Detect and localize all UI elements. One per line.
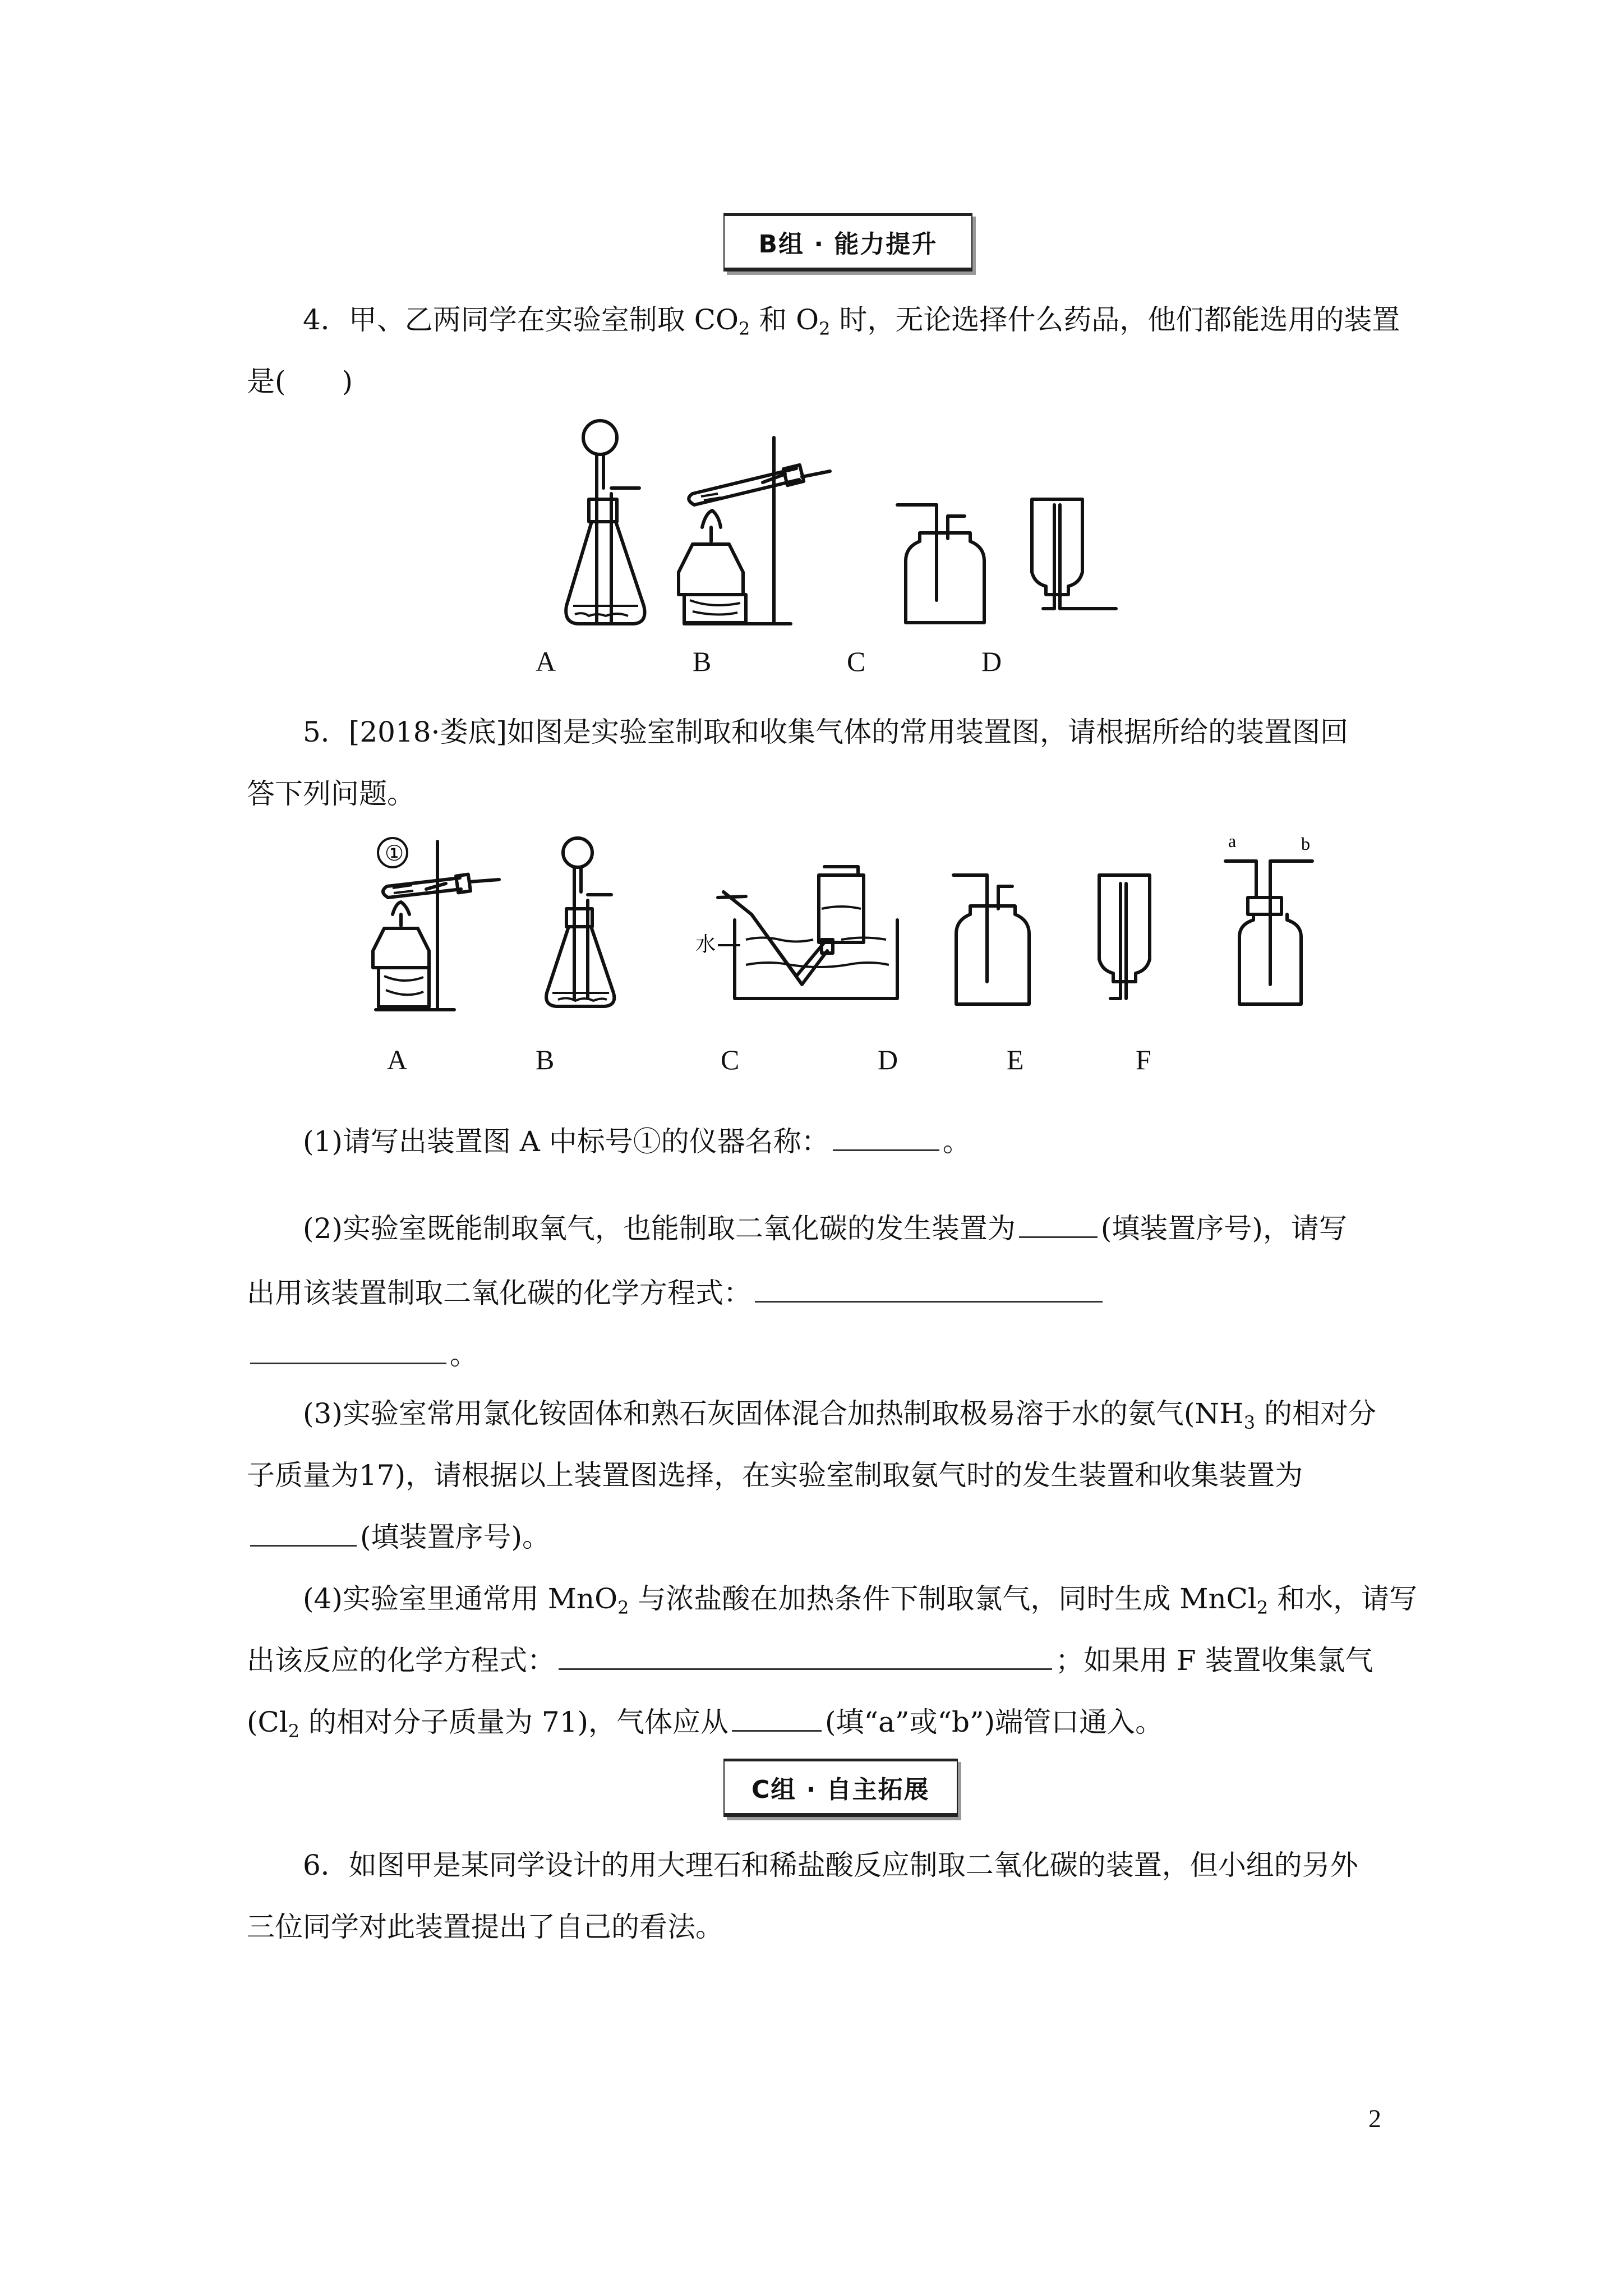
q4-apparatus-c xyxy=(897,505,984,623)
q5-part4-line1: (4)实验室里通常用 MnO$_2$ 与浓盐酸在加热条件下制取氯气，同时生成 MnCl$_2$ 和水，请写 xyxy=(303,1582,1418,1618)
answer-blank-4a[interactable] xyxy=(559,1642,1052,1670)
q5-water-label: 水 xyxy=(695,933,716,956)
section-c-header xyxy=(723,1759,958,1817)
q4-label-b: B xyxy=(693,646,712,677)
q4-apparatus-b xyxy=(679,438,830,624)
q5-label-c: C xyxy=(721,1044,740,1075)
answer-blank-2b[interactable] xyxy=(755,1275,1103,1303)
q5-apparatus-a xyxy=(373,838,499,1010)
section-b-title: B组 · 能力提升 xyxy=(758,230,938,259)
q4-label-c: C xyxy=(847,646,866,677)
q5-apparatus-b xyxy=(546,838,614,1006)
q5-part2-line2: 出用该装置制取二氧化碳的化学方程式： xyxy=(247,1271,1106,1311)
answer-blank-2c[interactable] xyxy=(250,1337,446,1364)
q5-apparatus-d xyxy=(953,875,1029,1004)
q5-apparatus-f xyxy=(1225,831,1312,1004)
q5-apparatus-figure xyxy=(359,830,1324,1021)
q5-intro-line2: 答下列问题。 xyxy=(247,777,415,810)
q5-part2-line3: 。 xyxy=(247,1332,478,1373)
section-c-title: C组 · 自主拓展 xyxy=(751,1775,930,1804)
q5-apparatus-e xyxy=(1099,875,1150,999)
q5-port-b: b xyxy=(1301,834,1310,854)
q5-label-b: B xyxy=(536,1044,555,1075)
page-number: 2 xyxy=(1368,2104,1381,2133)
q4-apparatus-figure xyxy=(550,415,1144,651)
q5-part3-line1: (3)实验室常用氯化铵固体和熟石灰固体混合加热制取极易溶于水的氨气($NH_3$ 的相对分 xyxy=(303,1397,1376,1433)
q5-marker-1: ① xyxy=(385,841,404,866)
q5-part3-line3: (填装置序号)。 xyxy=(247,1515,550,1555)
q5-label-d: D xyxy=(878,1044,898,1075)
q5-port-a: a xyxy=(1228,831,1237,851)
q5-part1: (1)请写出装置图 A 中标号①的仪器名称： 。 xyxy=(303,1119,971,1159)
q4-line1: 4．甲、乙两同学在实验室制取 $CO_2$ 和 $O_2$ 时，无论选择什么药品，他们都能选用的装置 xyxy=(303,303,1400,339)
q5-label-e: E xyxy=(1007,1044,1024,1075)
q6-line1: 6．如图甲是某同学设计的用大理石和稀盐酸反应制取二氧化碳的装置，但小组的另外 xyxy=(303,1849,1358,1881)
q5-intro-line1: 5．[2018·娄底]如图是实验室制取和收集气体的常用装置图，请根据所给的装置图回 xyxy=(303,716,1348,748)
q5-part2-line1: (2)实验室既能制取氧气，也能制取二氧化碳的发生装置为 (填装置序号)，请写 xyxy=(303,1206,1347,1246)
q5-label-f: F xyxy=(1136,1044,1151,1075)
answer-blank-4b[interactable] xyxy=(732,1704,822,1732)
q5-apparatus-c xyxy=(695,867,897,999)
answer-blank-1[interactable] xyxy=(833,1124,939,1151)
q4-apparatus-a xyxy=(566,421,644,624)
section-b-header xyxy=(723,213,972,272)
q5-part3-line2: 子质量为17)，请根据以上装置图选择，在实验室制取氨气时的发生装置和收集装置为 xyxy=(247,1459,1303,1492)
q5-part4-line3: ($Cl_2$ 的相对分子质量为 71)，气体应从 (填“a”或“b”)端管口通入。 xyxy=(247,1700,1163,1740)
answer-blank-3[interactable] xyxy=(250,1519,357,1547)
q4-label-d: D xyxy=(981,646,1002,677)
answer-blank-2a[interactable] xyxy=(1019,1211,1098,1238)
q6-line2: 三位同学对此装置提出了自己的看法。 xyxy=(247,1911,723,1943)
q5-label-a: A xyxy=(387,1044,408,1075)
q4-apparatus-d xyxy=(1032,499,1116,609)
q5-part4-line2: 出该反应的化学方程式： ；如果用 F 装置收集氯气 xyxy=(247,1638,1373,1678)
q4-label-a: A xyxy=(536,646,556,677)
q4-line2: 是( ) xyxy=(247,365,353,398)
